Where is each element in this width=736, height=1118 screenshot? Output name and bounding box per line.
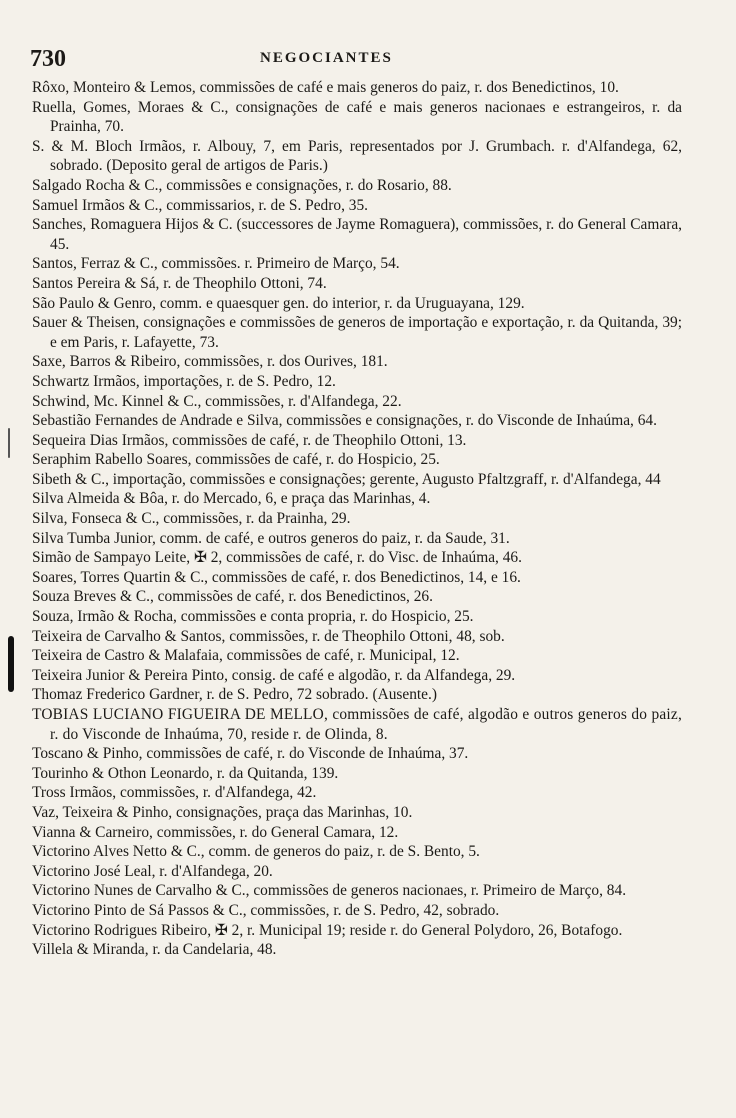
directory-entry: Tourinho & Othon Leonardo, r. da Quitanda, 139. — [32, 764, 339, 782]
directory-entry: Teixeira de Carvalho & Santos, commissões, r. de Theophilo Ottoni, 48, sob. — [32, 627, 505, 645]
directory-entry: Schwind, Mc. Kinnel & C., commissões, r. d'Alfandega, 22. — [32, 392, 402, 410]
directory-entry: Victorino Rodrigues Ribeiro, ✠ 2, r. Municipal 19; reside r. do General Polydoro, 26, Botafogo. — [32, 921, 623, 939]
directory-entry: Villela & Miranda, r. da Candelaria, 48. — [32, 941, 277, 959]
directory-entry: Silva, Fonseca & C., commissões, r. da Prainha, 29. — [32, 510, 351, 528]
directory-entry: Victorino Pinto de Sá Passos & C., commissões, r. de S. Pedro, 42, sobrado. — [32, 901, 500, 919]
page-header — [30, 46, 710, 72]
directory-entry: Sequeira Dias Irmãos, commissões de café, r. de Theophilo Ottoni, 13. — [32, 431, 467, 449]
directory-entry: Victorino José Leal, r. d'Alfandega, 20. — [32, 862, 273, 880]
directory-entries — [32, 78, 682, 960]
directory-entry: Toscano & Pinho, commissões de café, r. do Visconde de Inhaúma, 37. — [32, 745, 469, 763]
directory-entry: Rôxo, Monteiro & Lemos, commissões de café e mais generos do paiz, r. dos Benedictinos, 10. — [32, 79, 619, 96]
directory-entry: Sibeth & C., importação, commissões e consignações; gerente, Augusto Pfaltzgraff, r. d'Alfandega, 44 — [32, 470, 661, 488]
directory-entry: Schwartz Irmãos, importações, r. de S. Pedro, 12. — [32, 372, 336, 390]
directory-entry: Sanches, Romaguera Hijos & C. (successores de Jayme Romaguera), commissões, r. do General Camara, 45. — [32, 216, 682, 253]
directory-entry: Vianna & Carneiro, commissões, r. do General Camara, 12. — [32, 823, 399, 841]
directory-entry: S. & M. Bloch Irmãos, r. Albouy, 7, em Paris, representados por J. Grumbach. r. d'Alfandega, 62, sobrado. (Deposito geral de artigos de Paris.) — [32, 137, 682, 175]
directory-entry: Sauer & Theisen, consignações e commissões de generos de importação e exportação, r. da Quitanda, 39; e em Paris, r. Lafayette, 73. — [32, 314, 682, 351]
directory-entry: Silva Tumba Junior, comm. de café, e outros generos do paiz, r. da Saude, 31. — [32, 529, 510, 547]
directory-entry: Saxe, Barros & Ribeiro, commissões, r. dos Ourives, 181. — [32, 353, 388, 371]
directory-entry: Soares, Torres Quartin & C., commissões de café, r. dos Benedictinos, 14, e 16. — [32, 568, 521, 586]
directory-entry: Santos, Ferraz & C., commissões. r. Primeiro de Março, 54. — [32, 255, 400, 273]
running-head: NEGOCIANTES — [260, 50, 393, 66]
directory-entry: Silva Almeida & Bôa, r. do Mercado, 6, e praça das Marinhas, 4. — [32, 490, 431, 508]
directory-entry: Victorino Nunes de Carvalho & C., commissões de generos nacionaes, r. Primeiro de Março, 84. — [32, 882, 627, 900]
directory-entry: TOBIAS LUCIANO FIGUEIRA DE MELLO, commissões de café, algodão e outros generos do paiz, r. do Visconde de Inhaúma, 70, reside r. de Olinda, 8. — [32, 706, 682, 743]
directory-entry: Teixeira de Castro & Malafaia, commissões de café, r. Municipal, 12. — [32, 647, 460, 665]
directory-entry: Sebastião Fernandes de Andrade e Silva, commissões e consignações, r. do Visconde de Inhaúma, 64. — [32, 412, 657, 430]
directory-entry: Teixeira Junior & Pereira Pinto, consig. de café e algodão, r. da Alfandega, 29. — [32, 666, 516, 684]
directory-entry: Thomaz Frederico Gardner, r. de S. Pedro, 72 sobrado. (Ausente.) — [32, 686, 437, 704]
directory-entry: Ruella, Gomes, Moraes & C., consignações de café e mais generos nacionaes e estrangeiros, r. da Prainha, 70. — [32, 98, 682, 136]
directory-entry: Victorino Alves Netto & C., comm. de generos do paiz, r. de S. Bento, 5. — [32, 843, 480, 861]
directory-entry: Souza, Irmão & Rocha, commissões e conta propria, r. do Hospicio, 25. — [32, 608, 474, 626]
directory-entry: Tross Irmãos, commissões, r. d'Alfandega, 42. — [32, 784, 317, 802]
page-number: 730 — [30, 46, 66, 72]
directory-entry: Simão de Sampayo Leite, ✠ 2, commissões de café, r. do Visc. de Inhaúma, 46. — [32, 549, 522, 567]
margin-ink-mark — [8, 636, 14, 692]
directory-entry: São Paulo & Genro, comm. e quaesquer gen. do interior, r. da Uruguayana, 129. — [32, 294, 525, 312]
margin-mark — [8, 428, 10, 458]
directory-entry: Seraphim Rabello Soares, commissões de café, r. do Hospicio, 25. — [32, 451, 440, 469]
directory-entry: Vaz, Teixeira & Pinho, consignações, praça das Marinhas, 10. — [32, 803, 413, 821]
directory-entry: Salgado Rocha & C., commissões e consignações, r. do Rosario, 88. — [32, 176, 452, 194]
directory-entry: Samuel Irmãos & C., commissarios, r. de S. Pedro, 35. — [32, 196, 369, 214]
directory-entry: Santos Pereira & Sá, r. de Theophilo Ottoni, 74. — [32, 274, 327, 292]
directory-entry: Souza Breves & C., commissões de café, r. dos Benedictinos, 26. — [32, 588, 433, 606]
